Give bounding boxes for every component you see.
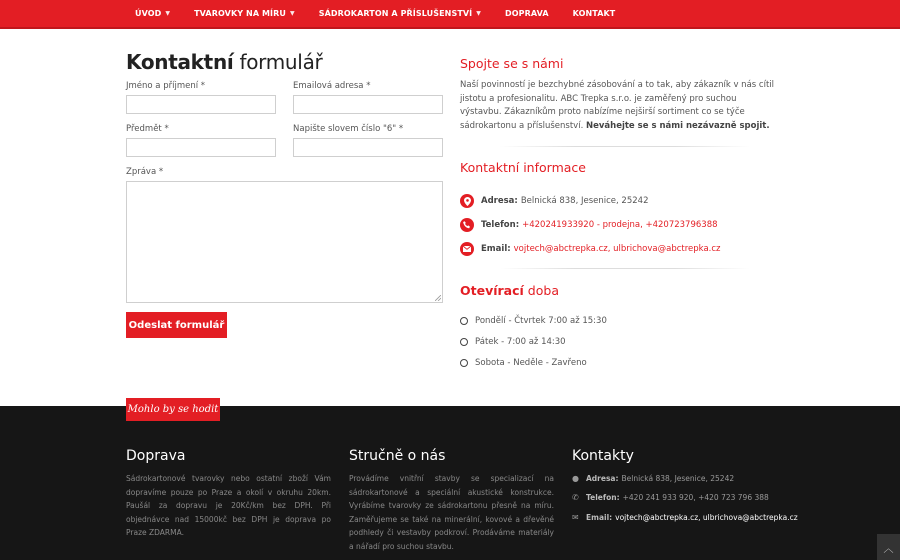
email-link[interactable]: vojtech@abctrepka.cz, ulbrichova@abctrepka.cz xyxy=(513,244,721,254)
footer-email: ✉ Email: vojtech@abctrepka.cz, ulbrichova@abctrepka.cz xyxy=(572,513,798,522)
footer-address: ● Adresa: Belnická 838, Jesenice, 25242 xyxy=(572,474,735,483)
phone-icon: ✆ xyxy=(572,493,579,502)
footer-contacts-title: Kontakty xyxy=(572,448,634,464)
resize-handle-icon[interactable] xyxy=(435,295,441,301)
phone-icon xyxy=(460,218,474,232)
message-textarea[interactable] xyxy=(126,181,443,303)
footer-doprava-title: Doprava xyxy=(126,448,186,464)
footer-phone: ✆ Telefon: +420 241 933 920, +420 723 796 388 xyxy=(572,493,769,502)
map-marker-icon xyxy=(460,194,474,208)
divider xyxy=(500,146,750,147)
clock-icon xyxy=(460,359,468,367)
nav-item-doprava[interactable] xyxy=(505,9,549,18)
footer-about-title: Stručně o nás xyxy=(349,448,446,464)
top-navigation xyxy=(0,0,900,29)
subject-input[interactable] xyxy=(126,138,276,157)
captcha-input[interactable] xyxy=(293,138,443,157)
contact-phone: Telefon: +420241933920 - prodejna, +420723796388 xyxy=(460,218,718,232)
hours-row: Pondělí - Čtvrtek 7:00 až 15:30 xyxy=(460,316,607,326)
opening-hours-heading: Otevírací doba xyxy=(460,283,559,298)
nav-item-kontakt[interactable] xyxy=(573,9,616,18)
message-label: Zpráva * xyxy=(126,167,164,177)
nav-item-sadrokarton[interactable] xyxy=(319,9,481,18)
hours-row: Sobota - Neděle - Zavřeno xyxy=(460,358,587,368)
nav-item-label: SÁDROKARTON A PŘÍSLUŠENSTVÍ xyxy=(318,9,473,18)
hours-row: Pátek - 7:00 až 14:30 xyxy=(460,337,566,347)
page-title: Kontaktní formulář xyxy=(126,50,323,74)
email-label: Emailová adresa * xyxy=(293,81,371,91)
nav-item-label: ÚVOD xyxy=(135,9,162,18)
email-input[interactable] xyxy=(293,95,443,114)
nav-item-label: KONTAKT xyxy=(572,9,616,18)
clock-icon xyxy=(460,317,468,325)
name-input[interactable] xyxy=(126,95,276,114)
contact-us-text: Naší povinností je bezchybné zásobování a to tak, aby zákazník v nás cítil jistotu a profesionalitu. ABC Trepka s.r.o. je zaměřený pro suchou výstavbu. Zákazníkům proto nabízíme nejširší sortiment co se týče sádrokartonu a příslušenství. Neváhejte se s námi nezávazně spojit. xyxy=(460,80,775,131)
subject-label: Předmět * xyxy=(126,124,169,134)
scroll-to-top-button[interactable] xyxy=(877,534,900,560)
contact-us-heading: Spojte se s námi xyxy=(460,56,564,71)
contact-email: Email: vojtech@abctrepka.cz, ulbrichova@abctrepka.cz xyxy=(460,242,720,256)
nav-item-uvod[interactable] xyxy=(135,9,170,18)
submit-button[interactable]: Odeslat formulář xyxy=(126,312,227,338)
nav-item-tvarovky[interactable] xyxy=(194,9,295,18)
envelope-icon xyxy=(460,242,474,256)
clock-icon xyxy=(460,338,468,346)
caret-down-icon: ▼ xyxy=(476,10,481,17)
nav-item-label: DOPRAVA xyxy=(504,9,549,18)
contact-address: Adresa: Belnická 838, Jesenice, 25242 xyxy=(460,194,648,208)
contact-info-heading: Kontaktní informace xyxy=(460,160,586,175)
footer-tag: Mohlo by se hodit xyxy=(126,398,220,421)
nav-item-label: TVAROVKY NA MÍRU xyxy=(194,9,286,18)
chevron-up-icon: ︿ xyxy=(883,543,894,555)
caret-down-icon: ▼ xyxy=(290,10,295,17)
footer-email-link[interactable]: vojtech@abctrepka.cz, ulbrichova@abctrepka.cz xyxy=(615,513,798,522)
envelope-icon: ✉ xyxy=(572,513,579,522)
divider xyxy=(500,268,750,269)
name-label: Jméno a příjmení * xyxy=(126,81,206,91)
footer-doprava-text: Sádrokartonové tvarovky nebo ostatní zboží Vám dopravíme pouze po Praze a okolí v okruhu 20km. Paušál za dopravu je 20Kč/km bez DPH. Při objednávce nad 15000kč bez DPH je doprava po Praze ZDARMA. xyxy=(126,474,331,538)
map-marker-icon: ● xyxy=(572,474,579,483)
phone-link[interactable]: +420241933920 - prodejna, +420723796388 xyxy=(522,220,718,230)
caret-down-icon: ▼ xyxy=(165,10,171,17)
captcha-label: Napište slovem číslo "6" * xyxy=(293,124,404,134)
footer-about-text: Provádíme vnitřní stavby se specializací na sádrokartonové a speciální akustické konstrukce. Vyrábíme tvarovky ze sádrokartonu přesně na míru. Zaměřujeme se také na minerální, kovové a dřevěné podhledy či vestavby podkroví. Prodáváme materiály a nářadí pro suchou stavbu. xyxy=(349,474,554,551)
